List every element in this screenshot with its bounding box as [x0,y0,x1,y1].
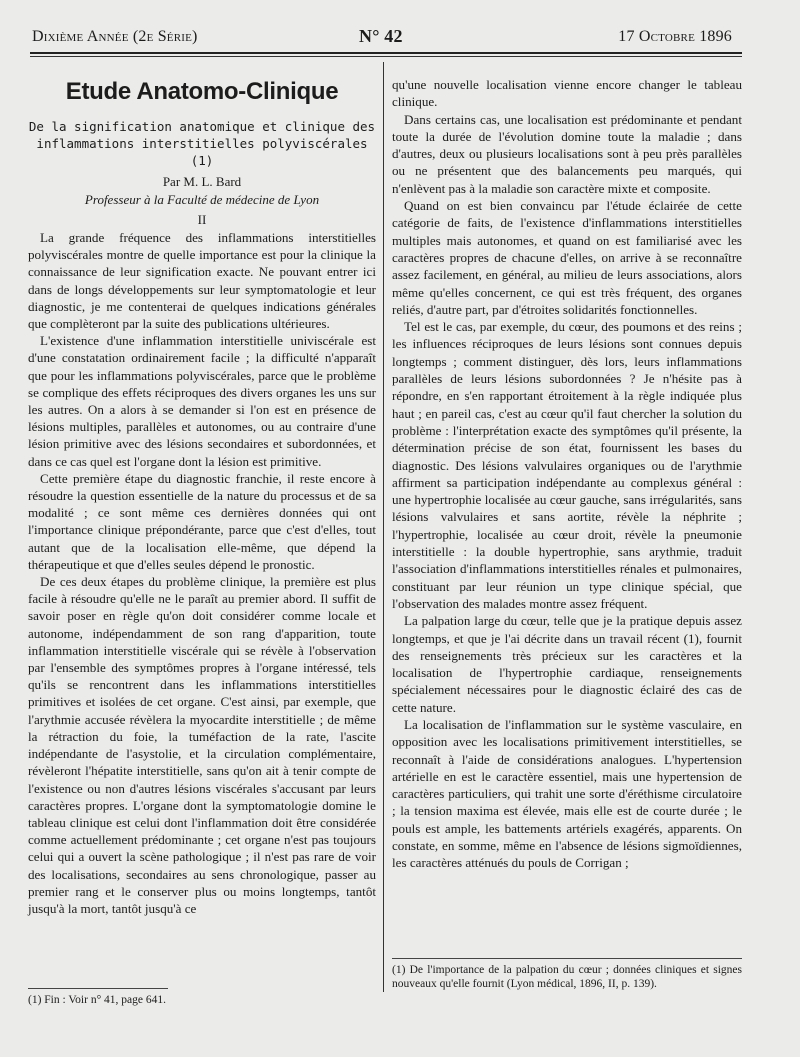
left-footnote-block [28,982,376,1007]
left-body-text [28,229,376,917]
paragraph: Quand on est bien convaincu par l'étude éclairée de cette catégorie de faits, de l'existence d'inflammations interstitielles multiples mais autonomes, et quand on est familiarisé avec les caractères propres de chacune d'elles, on arrive à se reconnaître assez facilement, en général, au milieu de leurs associations, alors même qu'elles concernent, ce qui est très fréquent, des organes reliés, d'autre part, par d'étroites solidarités fonctionnelles. [392,198,742,317]
paragraph: L'existence d'une inflammation interstitielle univiscérale est d'une constatation ordinairement facile ; la difficulté n'apparaît que pour les inflammations polyviscérales, parce que le problème se complique des effets réciproques des divers organes les uns sur les autres. On a alors à se demander si l'on est en présence de lésions multiples, parallèles et autonomes, ou au contraire d'une lésion primitive avec des lésions secondaires et subordonnées, et dans ce cas quel est l'organe dont la lésion est primitive. [28,333,376,469]
paragraph: Cette première étape du diagnostic franchie, il reste encore à résoudre la question essentielle de la nature du processus et de sa modalité ; ce sont même ces dernières données qui ont l'importance clinique prépondérante, parce que c'est d'elles, tout autant que de la localisation elle-même, que dépend la thérapeutique et que d'elles seules dépend le pronostic. [28,470,376,572]
column-divider [383,62,384,992]
paragraph: La grande fréquence des inflammations interstitielles polyviscérales montre de quelle importance est pour la clinique la connaissance de leur signification exacte. Ne pouvant entrer ici dans de longs développements sur leur symptomatologie et leur diagnostic, je me contenterai de quelques indications générales que complèteront par la suite des publications ultérieures. [28,230,376,332]
article-title: Etude Anatomo-Clinique [65,78,339,105]
paragraph: Tel est le cas, par exemple, du cœur, des poumons et des reins ; les influences réciproques de leurs lésions sont connues depuis longtemps ; comment distinguer, dès lors, leurs inflammations parallèles de leurs lésions subordonnées ? Je n'hésite pas à répondre, en s'en rapportant étroitement à la règle indiquée plus haut ; en pareil cas, c'est au cœur qu'il faut chercher la solution du problème : l'interprétation exacte des symptômes qu'il présente, la détermination précise de son état, fournissent les bases du diagnostic. Des lésions valvulaires organiques ou de l'arythmie affirment sa participation indépendante au complexus général : une hypertrophie localisée au cœur gauche, sans irrégularités, sans lésions valvulaires et sans aortite, révèle la néphrite ; l'hypertrophie, localisée au cœur droit, révèle la pneumonie interstitielle : la double hypertrophie, sans arythmie, traduit l'association d'inflammations interstitielles rénales et pulmonaires, constituant par leur réunion un type clinique spécial, que l'observation des malades montre assez fréquent. [392,319,742,611]
paragraph: La palpation large du cœur, telle que je la pratique depuis assez longtemps, et que je l'ai décrite dans un travail récent (1), fournit des renseignements très précieux sur les caractères et la localisation de l'hypertrophie cardiaque, renseignements spécialement nécessaires pour le diagnostic éclairé des cas de cette nature. [392,613,742,715]
header-rule-thin [30,56,742,57]
header-issue-number: N° 42 [359,26,403,46]
paragraph: Dans certains cas, une localisation est prédominante et pendant toute la durée de l'évolution domine toute la maladie ; dans d'autres, deux ou plusieurs localisations sont à peu près parallèles ou ne présentent que des balancements peu marqués, qui n'enlèvent pas à la maladie son caractère mixte et composite. [392,111,742,196]
left-column [28,72,376,917]
author-byline: Par M. L. Bard [162,174,242,189]
header-date: 17 Octobre 1896 [618,28,732,45]
right-footnote-block [392,952,742,991]
section-number: II [197,212,207,227]
author-affiliation: Professeur à la Faculté de médecine de Lyon [84,192,320,207]
paragraph: De ces deux étapes du problème clinique, la première est plus facile à résoudre qu'elle ne le paraît au premier abord. Il suffit de savoir poser en règle qu'on doit considérer comme locale et autonome, indépendamment de son rang d'apparition, toute inflammation interstitielle viscérale qui se révèle à l'observation par l'ensemble des symptômes propres à l'organe intéressé, tels qu'ils se rencontrent dans les inflammations interstitielles primitives et isolées de cet organe. C'est ainsi, par exemple, que l'arythmie accusée révèlera la myocardite interstitielle ; de même la rétraction du foie, la tuméfaction de la rate, l'ascite indépendante de l'asystolie, et la circulation complémentaire, révèleront l'hépatite interstitielle, sans qu'on ait à tenir compte de l'existence ou non d'autres lésions viscérales s'accusant par leurs caractères propres. L'organe dont la symptomatologie domine le tableau clinique est celui dont l'inflammation doit être considérée comme actuellement prédominante ; cet organe n'est pas toujours celui qui a ouvert la scène pathologique ; il n'est pas rare de voir des localisations, secondaires au sens chronologique, passer au premier rang et le conserver plus ou moins longtemps, tantôt jusqu'à la mort, tantôt jusqu'à ce [28,574,376,916]
article-subtitle: De la signification anatomique et clinique des inflammations interstitielles polyviscérales (1) [28,119,376,168]
footnote-left: (1) Fin : Voir n° 41, page 641. [28,994,167,1006]
header-edition: Dixième Année (2e Série) [32,28,198,45]
header-rule [30,52,742,54]
right-body-text [392,76,742,872]
footnote-right: (1) De l'importance de la palpation du cœur ; données cliniques et signes nouveaux qu'elle fournit (Lyon médical, 1896, II, p. 139). [392,964,742,990]
paragraph: qu'une nouvelle localisation vienne encore changer le tableau clinique. [392,77,742,110]
running-header [32,26,732,50]
footnote-rule [392,958,742,959]
paragraph: La localisation de l'inflammation sur le système vasculaire, en opposition avec les localisations primitivement interstitielles, se reconnaît à l'aide de considérations analogues. L'hypertension artérielle en est le caractère essentiel, mais une hypertension de caractères particuliers, qui trahit une sorte d'éréthisme circulatoire ; la tension maxima est élevée, mais elle est de courte durée ; le pouls est ample, les battements artériels exagérés, apparents. On constate, en somme, même en l'absence de lésions sigmoïdiennes, les caractères atténués du pouls de Corrigan ; [392,716,742,871]
right-column [392,76,742,872]
footnote-rule [28,988,168,989]
